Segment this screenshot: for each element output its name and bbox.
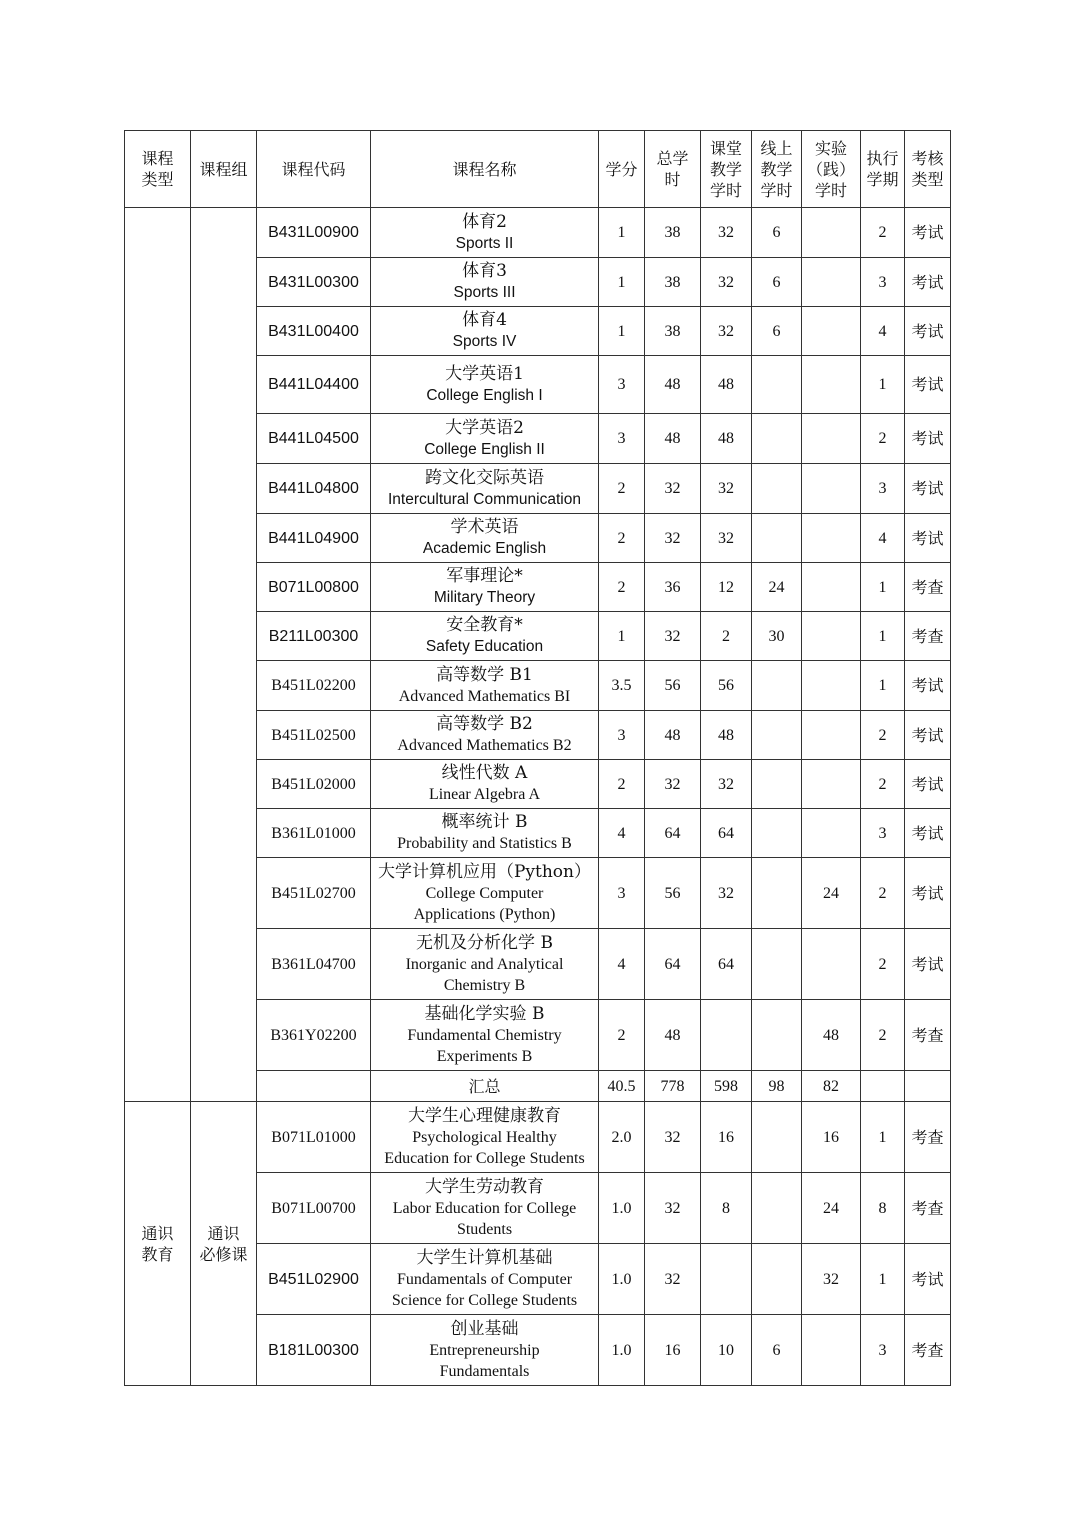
exam-type: 考查 xyxy=(905,1173,951,1244)
section2-course-type: 通识 教育 xyxy=(125,1102,191,1386)
exam-type: 考查 xyxy=(905,1102,951,1173)
header-exam-type: 考核 类型 xyxy=(905,131,951,208)
course-code: B361L04700 xyxy=(257,929,371,1000)
table-row xyxy=(125,1102,951,1173)
course-name-zh: 概率统计 B xyxy=(441,812,528,832)
class-hours xyxy=(701,1000,752,1071)
course-code: B361L01000 xyxy=(257,809,371,858)
exam-type: 考查 xyxy=(905,1000,951,1071)
summary-total-hours: 778 xyxy=(645,1071,701,1102)
total-hours: 36 xyxy=(645,563,701,612)
course-code: B071L00700 xyxy=(257,1173,371,1244)
course-name xyxy=(371,414,599,464)
class-hours: 16 xyxy=(701,1102,752,1173)
course-name-en: Linear Algebra A xyxy=(428,786,541,803)
semester: 4 xyxy=(861,307,905,356)
total-hours: 32 xyxy=(645,1173,701,1244)
summary-online-hours: 98 xyxy=(752,1071,802,1102)
course-code: B451L02700 xyxy=(257,858,371,929)
exam-type: 考试 xyxy=(905,307,951,356)
class-hours: 48 xyxy=(701,414,752,464)
class-hours xyxy=(701,1244,752,1315)
course-name xyxy=(371,208,599,258)
course-name-zh: 高等数学 B2 xyxy=(436,714,533,734)
course-name-zh: 学术英语 xyxy=(450,517,519,537)
course-code: B431L00400 xyxy=(257,307,371,356)
lab-hours: 24 xyxy=(802,1173,861,1244)
class-hours: 32 xyxy=(701,514,752,563)
course-name xyxy=(371,1173,599,1244)
online-hours xyxy=(752,356,802,414)
summary-label: 汇总 xyxy=(371,1071,599,1102)
course-code: B451L02200 xyxy=(257,661,371,711)
header-credit: 学分 xyxy=(599,131,645,208)
total-hours: 32 xyxy=(645,1102,701,1173)
total-hours: 48 xyxy=(645,356,701,414)
course-name xyxy=(371,356,599,414)
course-name xyxy=(371,809,599,858)
exam-type: 考试 xyxy=(905,661,951,711)
course-name xyxy=(371,1000,599,1071)
total-hours: 48 xyxy=(645,414,701,464)
lab-hours: 32 xyxy=(802,1244,861,1315)
semester: 3 xyxy=(861,809,905,858)
header-online-hours: 线上 教学 学时 xyxy=(752,131,802,208)
exam-type: 考试 xyxy=(905,929,951,1000)
course-code: B431L00300 xyxy=(257,258,371,307)
lab-hours xyxy=(802,661,861,711)
course-name-zh: 大学生劳动教育 xyxy=(425,1176,544,1197)
credit: 3 xyxy=(599,711,645,760)
total-hours: 32 xyxy=(645,760,701,809)
semester: 3 xyxy=(861,464,905,514)
course-name-zh: 体育2 xyxy=(462,211,507,232)
course-name-en: Safety Education xyxy=(425,638,544,655)
course-code: B441L04400 xyxy=(257,356,371,414)
course-code: B071L00800 xyxy=(257,563,371,612)
course-name-en: College Computer Applications (Python) xyxy=(413,884,556,923)
lab-hours xyxy=(802,307,861,356)
class-hours: 32 xyxy=(701,307,752,356)
course-name-en: Fundamental Chemistry Experiments B xyxy=(407,1026,562,1065)
exam-type: 考试 xyxy=(905,858,951,929)
online-hours xyxy=(752,464,802,514)
course-name-zh: 跨文化交际英语 xyxy=(425,467,544,488)
online-hours: 30 xyxy=(752,612,802,661)
section1-group-cell xyxy=(191,208,257,1102)
credit: 3 xyxy=(599,356,645,414)
total-hours: 48 xyxy=(645,1000,701,1071)
online-hours xyxy=(752,1173,802,1244)
total-hours: 32 xyxy=(645,1244,701,1315)
lab-hours xyxy=(802,514,861,563)
online-hours xyxy=(752,858,802,929)
exam-type: 考试 xyxy=(905,356,951,414)
course-name-en: Academic English xyxy=(422,540,547,557)
class-hours: 32 xyxy=(701,258,752,307)
online-hours: 6 xyxy=(752,307,802,356)
lab-hours xyxy=(802,563,861,612)
semester: 3 xyxy=(861,1315,905,1386)
semester: 2 xyxy=(861,208,905,258)
online-hours xyxy=(752,514,802,563)
summary-credit: 40.5 xyxy=(599,1071,645,1102)
credit: 3 xyxy=(599,858,645,929)
semester: 2 xyxy=(861,929,905,1000)
summary-code-cell xyxy=(257,1071,371,1102)
course-name xyxy=(371,563,599,612)
class-hours: 2 xyxy=(701,612,752,661)
course-name-zh: 大学英语1 xyxy=(445,363,524,384)
credit: 1 xyxy=(599,307,645,356)
exam-type: 考试 xyxy=(905,711,951,760)
course-name xyxy=(371,929,599,1000)
course-code: B071L01000 xyxy=(257,1102,371,1173)
total-hours: 32 xyxy=(645,464,701,514)
class-hours: 48 xyxy=(701,711,752,760)
lab-hours xyxy=(802,208,861,258)
credit: 3 xyxy=(599,414,645,464)
class-hours: 32 xyxy=(701,858,752,929)
credit: 2.0 xyxy=(599,1102,645,1173)
summary-exam-cell xyxy=(905,1071,951,1102)
summary-class-hours: 598 xyxy=(701,1071,752,1102)
course-name-zh: 安全教育* xyxy=(446,615,523,635)
exam-type: 考试 xyxy=(905,514,951,563)
credit: 4 xyxy=(599,929,645,1000)
lab-hours: 16 xyxy=(802,1102,861,1173)
section2-course-group: 通识 必修课 xyxy=(191,1102,257,1386)
course-name-en: Advanced Mathematics BI xyxy=(398,687,571,705)
lab-hours xyxy=(802,1315,861,1386)
course-code: B441L04900 xyxy=(257,514,371,563)
course-name xyxy=(371,1315,599,1386)
course-code: B431L00900 xyxy=(257,208,371,258)
total-hours: 32 xyxy=(645,514,701,563)
course-name-zh: 大学英语2 xyxy=(445,417,524,438)
course-name-en: Psychological Healthy Education for College Students xyxy=(384,1128,585,1167)
credit: 2 xyxy=(599,514,645,563)
course-code: B451L02500 xyxy=(257,711,371,760)
class-hours: 12 xyxy=(701,563,752,612)
course-code: B441L04800 xyxy=(257,464,371,514)
class-hours: 8 xyxy=(701,1173,752,1244)
lab-hours xyxy=(802,809,861,858)
header-semester: 执行 学期 xyxy=(861,131,905,208)
online-hours: 6 xyxy=(752,258,802,307)
summary-semester-cell xyxy=(861,1071,905,1102)
course-name-en: Probability and Statistics B xyxy=(397,835,572,852)
class-hours: 56 xyxy=(701,661,752,711)
total-hours: 38 xyxy=(645,208,701,258)
lab-hours xyxy=(802,414,861,464)
lab-hours xyxy=(802,464,861,514)
header-class-hours: 课堂 教学 学时 xyxy=(701,131,752,208)
summary-lab-hours: 82 xyxy=(802,1071,861,1102)
total-hours: 56 xyxy=(645,858,701,929)
online-hours xyxy=(752,414,802,464)
semester: 4 xyxy=(861,514,905,563)
exam-type: 考查 xyxy=(905,612,951,661)
course-name xyxy=(371,858,599,929)
semester: 8 xyxy=(861,1173,905,1244)
header-lab-hours: 实验 （践） 学时 xyxy=(802,131,861,208)
total-hours: 64 xyxy=(645,929,701,1000)
course-name-en: Sports II xyxy=(455,234,514,252)
exam-type: 考试 xyxy=(905,208,951,258)
total-hours: 64 xyxy=(645,809,701,858)
course-name xyxy=(371,1102,599,1173)
online-hours xyxy=(752,1102,802,1173)
total-hours: 32 xyxy=(645,612,701,661)
credit: 2 xyxy=(599,563,645,612)
class-hours: 64 xyxy=(701,929,752,1000)
exam-type: 考查 xyxy=(905,563,951,612)
exam-type: 考试 xyxy=(905,258,951,307)
exam-type: 考试 xyxy=(905,414,951,464)
online-hours xyxy=(752,1000,802,1071)
class-hours: 64 xyxy=(701,809,752,858)
course-name xyxy=(371,612,599,661)
course-name-en: Advanced Mathematics B2 xyxy=(397,737,572,754)
class-hours: 48 xyxy=(701,356,752,414)
course-name-en: Inorganic and Analytical Chemistry B xyxy=(405,955,564,994)
course-name xyxy=(371,307,599,356)
exam-type: 考试 xyxy=(905,760,951,809)
header-total-hours: 总学 时 xyxy=(645,131,701,208)
course-name-zh: 基础化学实验 B xyxy=(424,1003,545,1024)
credit: 2 xyxy=(599,760,645,809)
header-course-type: 课程 类型 xyxy=(125,131,191,208)
course-name-en: College English I xyxy=(426,386,543,404)
credit: 1.0 xyxy=(599,1173,645,1244)
total-hours: 56 xyxy=(645,661,701,711)
course-name-zh: 高等数学 B1 xyxy=(436,664,533,685)
semester: 1 xyxy=(861,356,905,414)
online-hours xyxy=(752,661,802,711)
course-name-zh: 创业基础 xyxy=(450,1318,519,1339)
semester: 2 xyxy=(861,414,905,464)
total-hours: 38 xyxy=(645,258,701,307)
header-course-code: 课程代码 xyxy=(257,131,371,208)
course-name xyxy=(371,258,599,307)
online-hours: 6 xyxy=(752,208,802,258)
credit: 2 xyxy=(599,1000,645,1071)
course-name xyxy=(371,711,599,760)
semester: 2 xyxy=(861,711,905,760)
course-code: B211L00300 xyxy=(257,612,371,661)
semester: 2 xyxy=(861,760,905,809)
total-hours: 38 xyxy=(645,307,701,356)
lab-hours xyxy=(802,711,861,760)
online-hours xyxy=(752,760,802,809)
course-code: B361Y02200 xyxy=(257,1000,371,1071)
course-code: B441L04500 xyxy=(257,414,371,464)
online-hours xyxy=(752,1244,802,1315)
online-hours: 24 xyxy=(752,563,802,612)
header-course-name: 课程名称 xyxy=(371,131,599,208)
credit: 1.0 xyxy=(599,1315,645,1386)
course-name xyxy=(371,661,599,711)
course-name xyxy=(371,1244,599,1315)
credit: 1 xyxy=(599,612,645,661)
credit: 3.5 xyxy=(599,661,645,711)
course-name-en: College English II xyxy=(424,440,545,458)
course-name-en: Intercultural Communication xyxy=(388,490,581,508)
credit: 1.0 xyxy=(599,1244,645,1315)
online-hours xyxy=(752,809,802,858)
lab-hours: 48 xyxy=(802,1000,861,1071)
total-hours: 16 xyxy=(645,1315,701,1386)
semester: 2 xyxy=(861,1000,905,1071)
course-name-zh: 体育4 xyxy=(462,310,507,330)
course-name-zh: 线性代数 A xyxy=(441,763,528,783)
course-name-en: Sports III xyxy=(453,284,516,301)
course-name-zh: 体育3 xyxy=(462,261,507,281)
exam-type: 考试 xyxy=(905,1244,951,1315)
lab-hours xyxy=(802,258,861,307)
lab-hours xyxy=(802,356,861,414)
course-code: B451L02900 xyxy=(257,1244,371,1315)
course-name xyxy=(371,514,599,563)
course-name-zh: 大学生计算机基础 xyxy=(416,1247,553,1268)
class-hours: 32 xyxy=(701,760,752,809)
header-row xyxy=(125,131,951,208)
exam-type: 考查 xyxy=(905,1315,951,1386)
course-name-en: Sports IV xyxy=(452,333,517,350)
header-course-group: 课程组 xyxy=(191,131,257,208)
course-table xyxy=(124,130,951,1386)
credit: 4 xyxy=(599,809,645,858)
credit: 2 xyxy=(599,464,645,514)
class-hours: 10 xyxy=(701,1315,752,1386)
credit: 1 xyxy=(599,208,645,258)
section1-type-cell xyxy=(125,208,191,1102)
course-name xyxy=(371,760,599,809)
lab-hours: 24 xyxy=(802,858,861,929)
class-hours: 32 xyxy=(701,464,752,514)
exam-type: 考试 xyxy=(905,464,951,514)
course-name-zh: 无机及分析化学 B xyxy=(416,932,553,953)
lab-hours xyxy=(802,612,861,661)
course-name-zh: 大学计算机应用（Python） xyxy=(377,861,591,882)
lab-hours xyxy=(802,929,861,1000)
lab-hours xyxy=(802,760,861,809)
semester: 1 xyxy=(861,1102,905,1173)
semester: 2 xyxy=(861,858,905,929)
class-hours: 32 xyxy=(701,208,752,258)
semester: 1 xyxy=(861,661,905,711)
course-name-en: Labor Education for College Students xyxy=(392,1199,577,1238)
semester: 1 xyxy=(861,612,905,661)
credit: 1 xyxy=(599,258,645,307)
course-name-en: Fundamentals of Computer Science for College Students xyxy=(391,1270,578,1309)
course-name-zh: 军事理论* xyxy=(446,566,523,586)
semester: 1 xyxy=(861,563,905,612)
course-code: B451L02000 xyxy=(257,760,371,809)
exam-type: 考试 xyxy=(905,809,951,858)
course-name-zh: 大学生心理健康教育 xyxy=(408,1105,561,1126)
online-hours xyxy=(752,711,802,760)
course-code: B181L00300 xyxy=(257,1315,371,1386)
semester: 3 xyxy=(861,258,905,307)
total-hours: 48 xyxy=(645,711,701,760)
table-row xyxy=(125,208,951,258)
course-name-en: Entrepreneurship Fundamentals xyxy=(429,1341,540,1380)
online-hours xyxy=(752,929,802,1000)
online-hours: 6 xyxy=(752,1315,802,1386)
semester: 1 xyxy=(861,1244,905,1315)
course-name xyxy=(371,464,599,514)
course-name-en: Military Theory xyxy=(433,589,536,606)
